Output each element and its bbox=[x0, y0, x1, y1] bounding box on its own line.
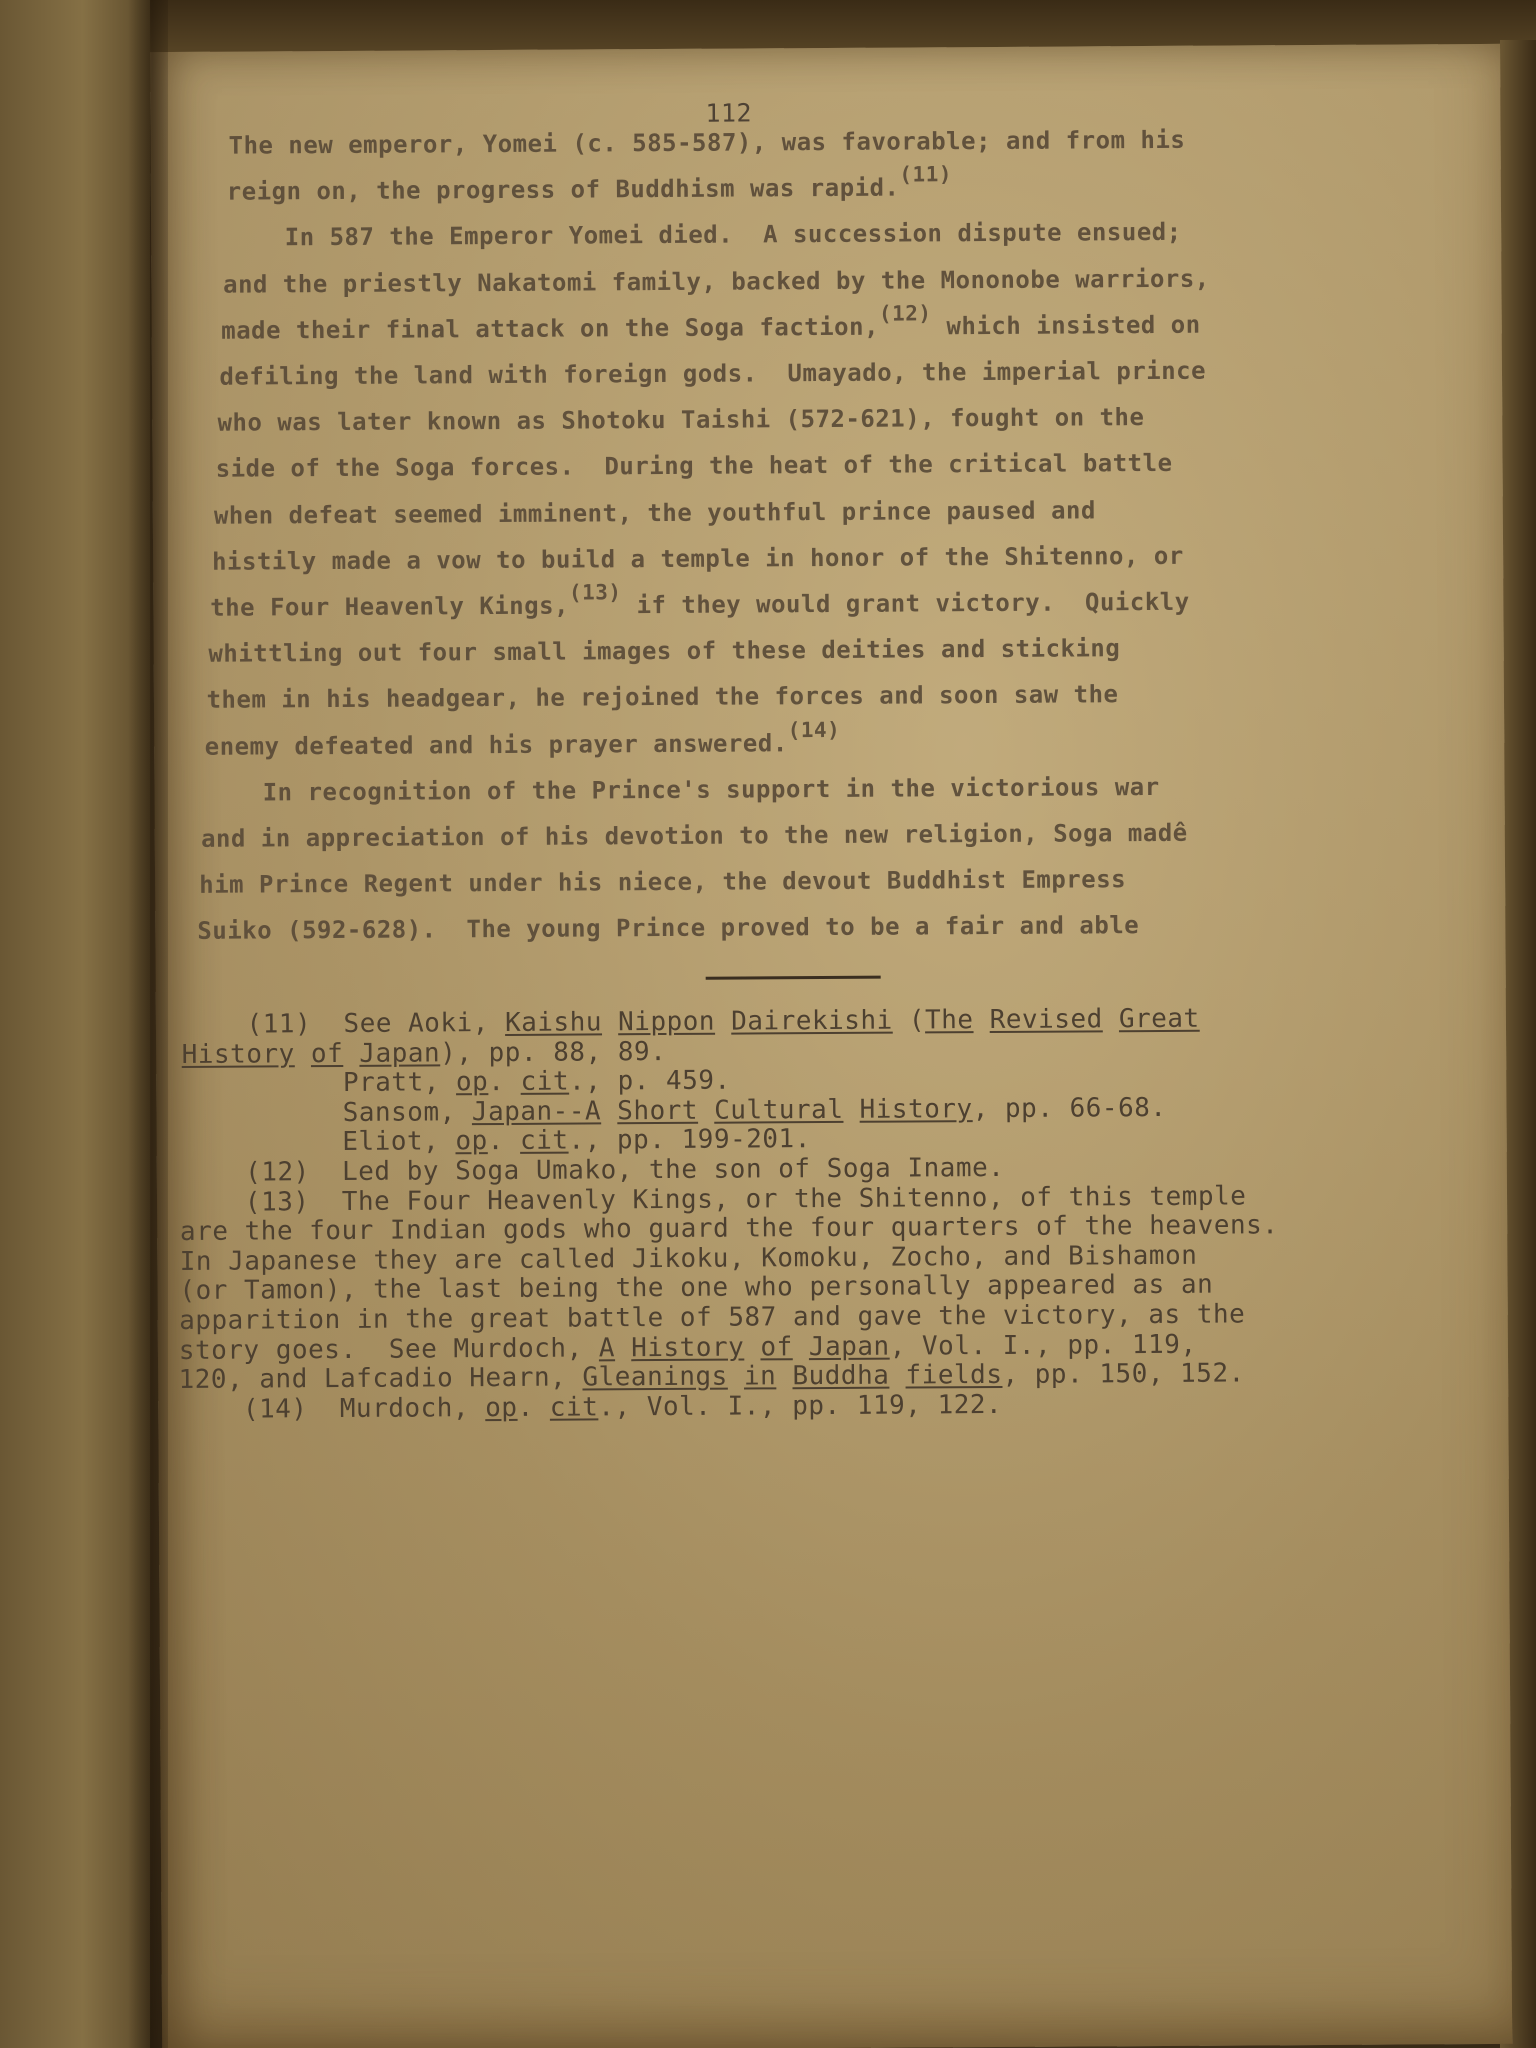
body-line bbox=[219, 357, 1206, 391]
underlined-title-word: The bbox=[924, 1005, 974, 1036]
footnote-text bbox=[1103, 1004, 1119, 1034]
footnote-text: ( bbox=[892, 1005, 926, 1036]
body-line bbox=[216, 449, 1173, 483]
footnote-reference: (11) bbox=[899, 162, 953, 187]
footnote-reference: (12) bbox=[878, 301, 932, 326]
underlined-title-word: op bbox=[485, 1392, 518, 1423]
underlined-title-word: Revised bbox=[989, 1004, 1103, 1036]
footnote-text bbox=[776, 1361, 792, 1391]
body-line bbox=[197, 911, 1139, 945]
body-line bbox=[208, 634, 1120, 668]
body-line bbox=[204, 717, 841, 761]
underlined-title-word: Japan bbox=[359, 1037, 441, 1069]
footnote-line bbox=[182, 1004, 1200, 1040]
body-line bbox=[203, 773, 1160, 807]
underlined-title-word: History bbox=[631, 1332, 745, 1363]
body-line-text: histily made a vow to build a temple in honor of the Shitenno, or bbox=[211, 541, 1184, 576]
underlined-title-word: Dairekishi bbox=[731, 1005, 893, 1037]
body-line bbox=[217, 403, 1144, 437]
footnote-text: In Japanese they are called Jikoku, Komoku, Zocho, and Bishamon bbox=[179, 1240, 1198, 1277]
underlined-title-word: of bbox=[310, 1038, 344, 1069]
body-line-text: him Prince Regent under his niece, the devout Buddhist Empress bbox=[199, 865, 1127, 900]
underlined-title-word: Japan--A bbox=[471, 1096, 602, 1127]
underlined-title-word: History bbox=[859, 1093, 973, 1125]
body-line-text: reign on, the progress of Buddhism was rapid. bbox=[226, 173, 900, 206]
body-line-text: and in appreciation of his devotion to the new religion, Soga madê bbox=[200, 818, 1188, 853]
footnote-text bbox=[843, 1095, 859, 1125]
underlined-title-word: Cultural bbox=[714, 1094, 844, 1126]
body-line bbox=[228, 126, 1185, 160]
body-line-text: when defeat seemed imminent, the youthful prince paused and bbox=[213, 495, 1096, 530]
footnote-text: ., p. 459. bbox=[568, 1065, 731, 1097]
underlined-title-word: Kaishu bbox=[504, 1007, 603, 1038]
body-line bbox=[201, 819, 1188, 853]
underlined-title-word: in bbox=[743, 1361, 777, 1392]
footnote-text bbox=[601, 1096, 617, 1126]
footnote-text bbox=[793, 1332, 809, 1362]
underlined-title-word: Short bbox=[617, 1095, 699, 1127]
body-line bbox=[223, 264, 1210, 298]
underlined-title-word: of bbox=[760, 1331, 793, 1363]
body-line bbox=[199, 865, 1126, 899]
underlined-title-word: op bbox=[455, 1067, 489, 1098]
body-line-text: enemy defeated and his prayer answered. bbox=[204, 728, 788, 761]
underlined-title-word: cit bbox=[519, 1125, 569, 1157]
body-line bbox=[221, 301, 1201, 345]
footnote-text: ), pp. 88, 89. bbox=[440, 1036, 667, 1068]
body-line-text: defiling the land with foreign gods. Umayado, the imperial prince bbox=[219, 356, 1207, 391]
footnote-text: . bbox=[517, 1392, 550, 1423]
underlined-title-word: fields bbox=[905, 1360, 1003, 1391]
body-line-text: In recognition of the Prince's support in the victorious war bbox=[202, 772, 1160, 807]
underlined-title-word: Buddha bbox=[792, 1360, 890, 1392]
footnote-text: apparition in the great battle of 587 and gave the victory, as the bbox=[179, 1299, 1246, 1336]
underlined-title-word: A bbox=[598, 1332, 616, 1363]
footnote-line bbox=[181, 1124, 811, 1158]
underlined-title-word: Great bbox=[1118, 1003, 1200, 1035]
underlined-title-word: op bbox=[455, 1126, 488, 1157]
footnote-reference: (14) bbox=[787, 717, 841, 742]
footnote-line bbox=[178, 1359, 1244, 1396]
body-line-text: Suiko (592-628). The young Prince proved to be a fair and able bbox=[197, 911, 1140, 946]
body-line-text: The new emperor, Yomei (c. 585-587), was favorable; and from his bbox=[228, 125, 1186, 160]
underlined-title-word: Nippon bbox=[618, 1006, 716, 1038]
body-line-text: made their final attack on the Soga faction, bbox=[221, 312, 880, 345]
binding-shadow bbox=[128, 0, 168, 2048]
footnote-text: ., pp. 199-201. bbox=[568, 1124, 811, 1156]
body-line-continuation: which insisted on bbox=[931, 310, 1201, 341]
footnote-reference: (13) bbox=[568, 580, 622, 605]
body-line bbox=[210, 580, 1190, 622]
footnote-text bbox=[615, 1333, 631, 1363]
body-line-text: whittling out four small images of these deities and sticking bbox=[208, 634, 1121, 668]
body-line-text: and the priestly Nakatomi family, backed by the Mononobe warriors, bbox=[222, 264, 1210, 299]
footnote-separator bbox=[706, 976, 881, 980]
body-line bbox=[206, 681, 1118, 715]
footnote-text: 120, and Lafcadio Hearn, bbox=[178, 1362, 583, 1396]
body-line-text: side of the Soga forces. During the heat of the critical battle bbox=[215, 449, 1173, 484]
footnote-text: (11) See Aoki, bbox=[181, 1007, 506, 1040]
footnote-text: ., Vol. I., pp. 119, 122. bbox=[598, 1389, 1003, 1423]
body-line bbox=[214, 496, 1096, 529]
footnote-line bbox=[181, 1093, 1167, 1129]
footnote-text: (13) The Four Heavenly Kings, or the Shitenno, of this temple bbox=[180, 1181, 1247, 1218]
footnote-text: , Vol. I., pp. 119, bbox=[889, 1329, 1197, 1362]
footnote-text bbox=[728, 1362, 744, 1392]
underlined-title-word: Japan bbox=[808, 1331, 890, 1362]
footnote-text: Sansom, bbox=[181, 1096, 472, 1129]
footnote-text: Pratt, bbox=[181, 1067, 457, 1100]
body-line-text: In 587 the Emperor Yomei died. A succession dispute ensued; bbox=[224, 218, 1182, 253]
body-line-text: them in his headgear, he rejoined the forces and soon saw the bbox=[206, 680, 1119, 715]
footnote-text: Eliot, bbox=[180, 1126, 456, 1159]
page-number: 112 bbox=[705, 98, 753, 128]
footnote-line bbox=[182, 1037, 667, 1070]
body-line-continuation: if they would grant victory. Quickly bbox=[621, 587, 1190, 620]
footnote-text bbox=[973, 1005, 989, 1035]
typed-page bbox=[150, 44, 1512, 2048]
footnote-text bbox=[698, 1095, 714, 1125]
body-line bbox=[225, 218, 1182, 252]
footnote-text: (12) Led by Soga Umako, the son of Soga Iname. bbox=[180, 1152, 1005, 1188]
body-line bbox=[226, 162, 953, 206]
underlined-title-word: cit bbox=[549, 1392, 599, 1423]
footnote-text: (or Tamon), the last being the one who personally appeared as an bbox=[179, 1270, 1214, 1307]
body-line bbox=[212, 542, 1184, 576]
footnote-line bbox=[178, 1390, 1002, 1425]
footnote-line bbox=[181, 1066, 730, 1099]
footnote-text: , pp. 66-68. bbox=[972, 1092, 1167, 1124]
footnote-text bbox=[744, 1332, 760, 1362]
underlined-title-word: History bbox=[181, 1038, 295, 1070]
footnote-text: , pp. 150, 152. bbox=[1002, 1358, 1245, 1391]
underlined-title-word: Gleanings bbox=[582, 1361, 728, 1393]
footnote-text bbox=[343, 1038, 359, 1068]
footnote-text: (14) Murdoch, bbox=[178, 1392, 486, 1425]
footnote-text bbox=[889, 1361, 905, 1391]
footnote-text bbox=[602, 1007, 618, 1037]
footnote-text: . bbox=[488, 1067, 521, 1098]
body-line-text: who was later known as Shotoku Taishi (572-621), fought on the bbox=[217, 403, 1145, 437]
footnote-text: are the four Indian gods who guard the four quarters of the heavens. bbox=[179, 1210, 1279, 1248]
footnote-text bbox=[295, 1039, 311, 1069]
underlined-title-word: cit bbox=[520, 1066, 570, 1098]
footnote-text: story goes. See Murdoch, bbox=[178, 1332, 599, 1366]
footnote-text: . bbox=[487, 1126, 521, 1157]
footnote-text bbox=[715, 1007, 731, 1037]
body-line-text: the Four Heavenly Kings, bbox=[210, 591, 570, 622]
